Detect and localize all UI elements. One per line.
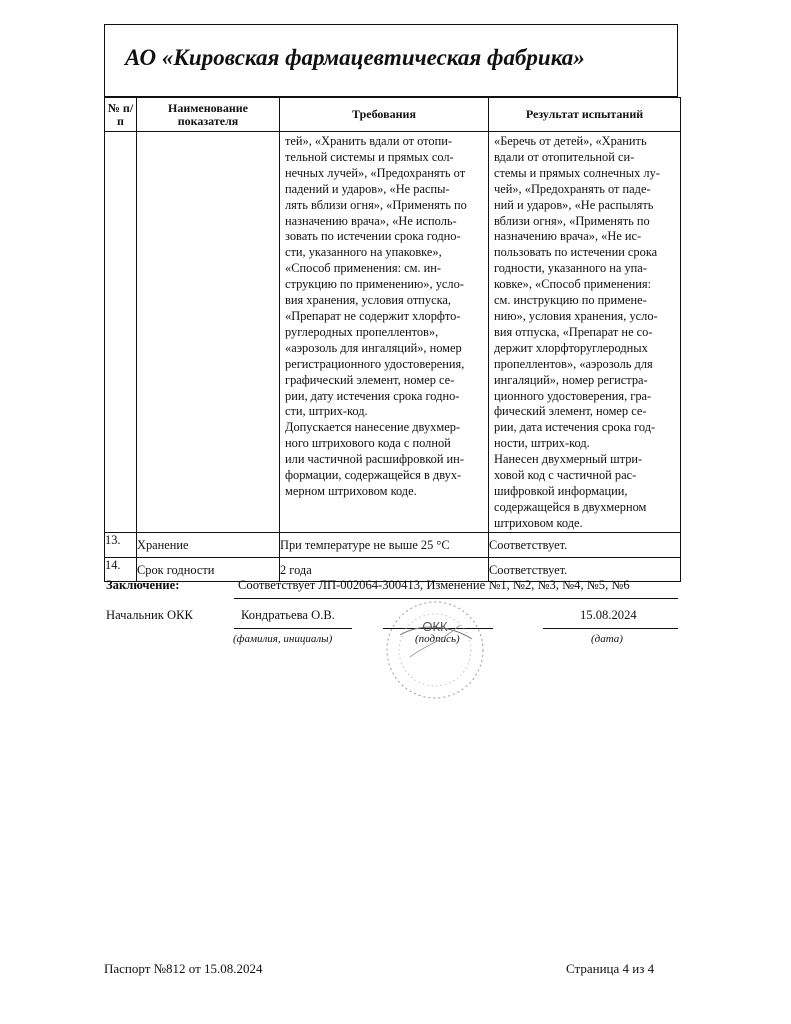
text-line: ности, штрих-код. <box>494 436 590 451</box>
stamp-text: ОКК <box>422 619 448 634</box>
text-line: вия отпуска, «Препарат не со- <box>494 324 653 339</box>
signer-name: Кондратьева О.В. <box>241 608 335 622</box>
company-header <box>104 24 678 97</box>
column-header-indicator: Наименование показателя <box>137 98 280 132</box>
column-header-results: Результат испытаний <box>489 98 681 132</box>
text-line: вия хранения, условия отпуска, <box>285 293 452 308</box>
text-line: ковке», «Способ применения: <box>494 277 652 292</box>
text-line: «Препарат не содержит хлорфто- <box>285 308 461 323</box>
row-indicator: Срок годности <box>137 557 280 581</box>
caption-date: (дата) <box>591 633 623 645</box>
text-line: «аэрозоль для ингаляций», номер <box>285 340 462 355</box>
signature-date: 15.08.2024 <box>580 608 637 622</box>
signer-role: Начальник ОКК <box>106 608 193 622</box>
text-line: назначению врача», «Не ис- <box>494 229 642 244</box>
text-line: сти, штрих-код. <box>285 404 368 419</box>
text-line: сти, указанного на упаковке», <box>285 245 442 260</box>
text-line: чей», «Предохранять от паде- <box>494 181 651 196</box>
row-requirement: При температуре не выше 25 °С <box>280 532 489 557</box>
text-line: руглеродных пропеллентов», <box>285 324 439 339</box>
text-line: назначению врача», «Не исполь- <box>285 213 457 228</box>
text-line: зовать по истечении срока годно- <box>285 229 461 244</box>
text-line: Допускается нанесение двухмер- <box>285 420 461 435</box>
table-row <box>105 532 681 557</box>
text-line: формации, содержащейся в двух- <box>285 468 462 483</box>
text-line: ховой код с частичной рас- <box>494 468 637 483</box>
row-requirement: 2 года <box>280 557 489 581</box>
text-line: вдали от отопительной си- <box>494 149 635 164</box>
specification-table <box>104 97 681 582</box>
continuation-number-cell <box>105 132 137 533</box>
text-line: нечных лучей», «Предохранять от <box>285 165 466 180</box>
page-number: Страница 4 из 4 <box>566 961 655 976</box>
text-line: рии, дата истечения срока год- <box>494 420 656 435</box>
text-line: лять вблизи огня», «Применять по <box>285 197 467 212</box>
text-line: тей», «Хранить вдали от отопи- <box>285 134 452 148</box>
text-line: ингаляций», номер регистра- <box>494 372 648 387</box>
continuation-name-cell <box>137 132 280 533</box>
text-line: мерном штриховом коде. <box>285 483 417 498</box>
text-line: вблизи огня», «Применять по <box>494 213 650 228</box>
text-line: падений и ударов», «Не распы- <box>285 181 450 196</box>
row-result: Соответствует. <box>489 532 681 557</box>
text-line: регистрационного удостоверения, <box>285 356 465 371</box>
table-header-row <box>105 98 681 132</box>
table-row-continuation <box>105 132 681 533</box>
text-line: нию», условия хранения, усло- <box>494 308 658 323</box>
caption-signature: (подпись) <box>415 633 460 645</box>
text-line: см. инструкцию по примене- <box>494 293 647 308</box>
conclusion-text: Соответствует ЛП-002064-300413, Изменение №1, №2, №3, №4, №5, №6 <box>238 578 630 592</box>
name-underline <box>234 628 352 629</box>
date-underline <box>543 628 678 629</box>
text-line: содержащейся в двухмерном <box>494 499 647 514</box>
text-line: фический элемент, номер се- <box>494 404 647 419</box>
conclusion-label: Заключение: <box>106 578 180 592</box>
text-line: «Беречь от детей», «Хранить <box>494 134 647 148</box>
text-line: шифровкой информации, <box>494 483 628 498</box>
text-line: пропеллентов», «аэрозоль для <box>494 356 653 371</box>
row-indicator: Хранение <box>137 532 280 557</box>
text-line: стемы и прямых солнечных лу- <box>494 165 660 180</box>
row-result: Соответствует. <box>489 557 681 581</box>
text-line: Нанесен двухмерный штри- <box>494 452 643 467</box>
text-line: «Способ применения: см. ин- <box>285 261 442 276</box>
continuation-requirements-cell <box>280 132 489 533</box>
row-number: 13. <box>105 532 137 557</box>
column-header-requirements: Требования <box>280 98 489 132</box>
requirements-text <box>280 132 488 500</box>
text-line: ционного удостоверения, гра- <box>494 388 652 403</box>
text-line: струкцию по применению», усло- <box>285 277 464 292</box>
text-line: ного штрихового кода с полной <box>285 436 451 451</box>
qc-stamp-icon <box>380 595 490 705</box>
caption-name: (фамилия, инициалы) <box>233 633 333 645</box>
text-line: годности, указанного на упа- <box>494 261 647 276</box>
row-number: 14. <box>105 557 137 581</box>
results-text <box>489 132 680 532</box>
text-line: графический элемент, номер се- <box>285 372 455 387</box>
text-line: ний и ударов», «Не распылять <box>494 197 654 212</box>
text-line: рии, дату истечения срока годно- <box>285 388 460 403</box>
text-line: штриховом коде. <box>494 515 583 530</box>
column-header-number: № п/п <box>105 98 137 132</box>
passport-footer: Паспорт №812 от 15.08.2024 <box>104 961 263 976</box>
text-line: держит хлорфторуглеродных <box>494 340 648 355</box>
text-line: тельной системы и прямых сол- <box>285 149 454 164</box>
company-name: АО «Кировская фармацевтическая фабрика» <box>125 45 585 70</box>
text-line: пользовать по истечении срока <box>494 245 658 260</box>
text-line: или частичной расшифровкой ин- <box>285 452 464 467</box>
continuation-results-cell <box>489 132 681 533</box>
